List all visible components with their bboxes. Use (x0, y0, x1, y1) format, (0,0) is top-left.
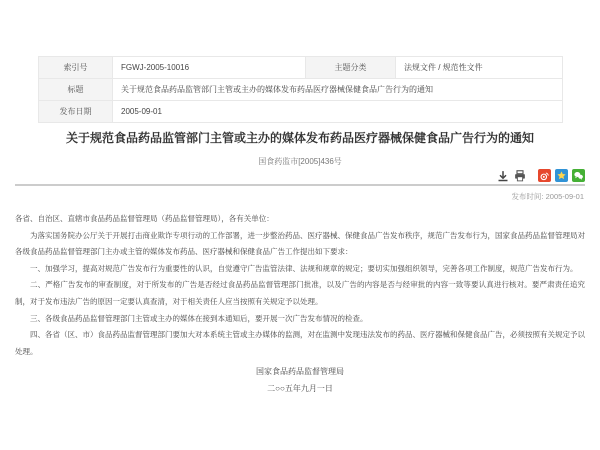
print-icon[interactable] (513, 169, 526, 182)
wechat-share-icon[interactable] (572, 169, 585, 182)
category-value: 法规文件 / 规范性文件 (396, 57, 563, 79)
title-label: 标题 (39, 79, 113, 101)
header-divider (15, 184, 585, 186)
document-info-table (38, 56, 563, 123)
publish-time-label: 发布时间: (511, 192, 544, 201)
document-number: 国食药监市[2005]436号 (258, 157, 342, 166)
publish-date-value: 2005-09-01 (113, 101, 563, 123)
paragraph-salutation: 各省、自治区、直辖市食品药品监督管理局（药品监督管理局），各有关单位： (15, 214, 274, 223)
table-row (39, 79, 563, 101)
publish-date-label: 发布日期 (39, 101, 113, 123)
index-number-value: FGWJ-2005-10016 (113, 57, 306, 79)
publish-time-value: 2005-09-01 (545, 192, 584, 201)
signature-date: 二○○五年九月一日 (267, 384, 333, 393)
category-label: 主题分类 (306, 57, 396, 79)
qzone-share-icon[interactable] (555, 169, 568, 182)
paragraph: 为落实国务院办公厅关于开展打击商业欺诈专项行动的工作部署，进一步整治药品、医疗器械、保健食品广告发布秩序，规范广告发布行为，国家食品药品监督管理局对各级食品药品监督管理部门主办或主管的媒体发布药品、医疗器械和保健食品广告工作提出如下要求： (15, 230, 585, 257)
document-body (15, 211, 585, 360)
share-toolbar (496, 169, 585, 182)
paragraph: 四、各省（区、市）食品药品监督管理部门要加大对本系统主管或主办媒体的监测，对在监测中发现违法发布的药品、医疗器械和保健食品广告，必须按照有关规定予以处理。 (15, 330, 585, 356)
table-row (39, 57, 563, 79)
weibo-share-icon[interactable] (538, 169, 551, 182)
paragraph: 三、各级食品药品监督管理部门主管或主办的媒体在接到本通知后，要开展一次广告发布情况的检查。 (30, 313, 368, 323)
paragraph: 二、严格广告发布的审查制度，对于所发布的广告是否经过食品药品监督管理部门批准，以及广告的内容是否与经审批的内容一致等要认真进行核对。要严肃责任追究制，对于发布违法广告的原因一定要认真查清，对于相关责任人应当按照有关规定予以处理。 (15, 280, 585, 306)
publish-time (511, 191, 584, 202)
table-row (39, 101, 563, 123)
download-icon[interactable] (496, 169, 509, 182)
title-value: 关于规范食品药品监管部门主管或主办的媒体发布药品医疗器械保健食品广告行为的通知 (113, 79, 563, 101)
signature: 国家食品药品监督管理局 (256, 367, 344, 376)
paragraph: 一、加强学习，提高对规范广告发布行为重要性的认识，自觉遵守广告监管法律、法规和规章的规定；要切实加强组织领导，完善各项工作制度，规范广告发布行为。 (30, 263, 578, 273)
page-title: 关于规范食品药品监管部门主管或主办的媒体发布药品医疗器械保健食品广告行为的通知 (65, 131, 534, 145)
index-number-label: 索引号 (39, 57, 113, 79)
